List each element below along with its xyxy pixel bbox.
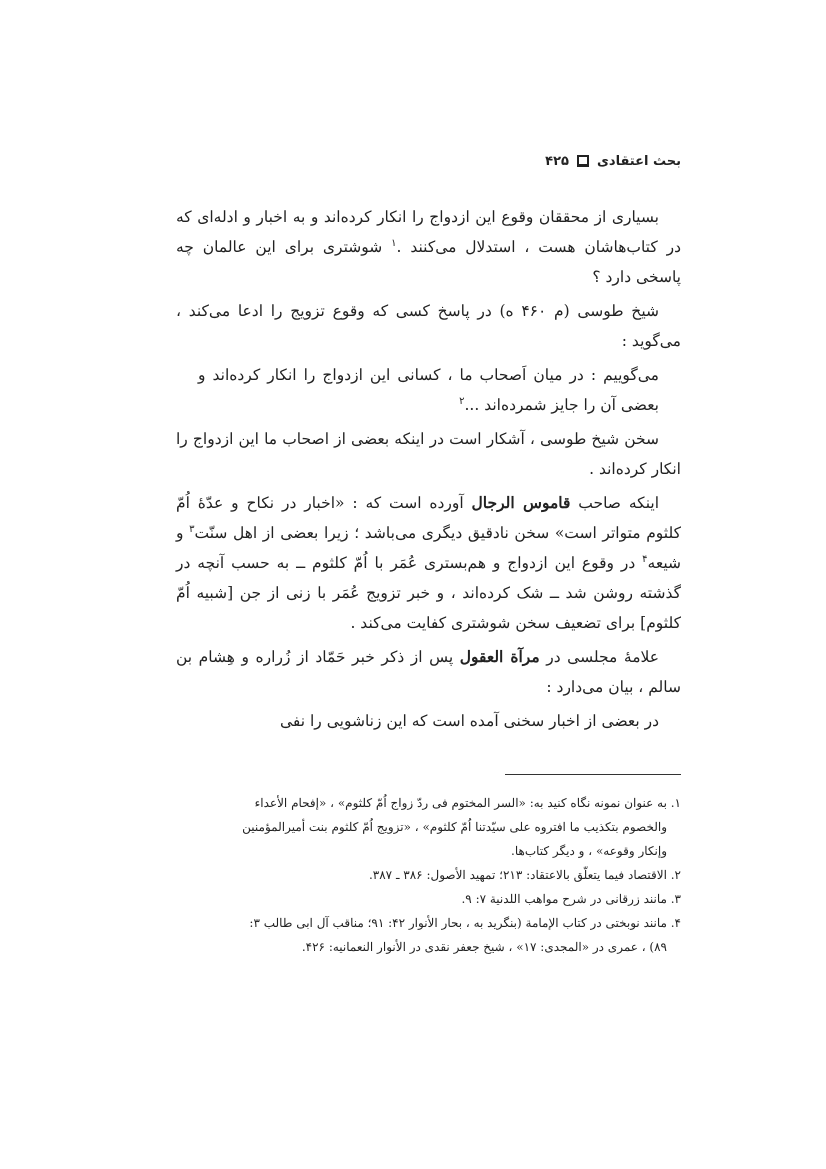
section-title: بحث اعتقادی bbox=[596, 153, 681, 169]
footnote-2: ۲. الاقتصاد فیما یتعلّق بالاعتقاد: ۲۱۳؛ تمهید الأصول: ۳۸۶ ـ ۳۸۷. bbox=[368, 868, 681, 882]
footnote-ref-4[interactable]: ۴ bbox=[642, 553, 648, 565]
paragraph-4 bbox=[176, 488, 681, 638]
paragraph-text: اینکه صاحب bbox=[570, 494, 659, 512]
paragraph-text: پس از ذکر خبر حَمّاد از زُراره و هِشام بن سالم ، بیان می‌دارد : bbox=[176, 648, 681, 696]
square-ornament-icon bbox=[577, 155, 589, 167]
footnote-ref-3[interactable]: ۳ bbox=[189, 523, 195, 535]
paragraph-text: شوشتری برای این عالمان چه پاسخی دارد ؟ bbox=[176, 238, 681, 286]
footnote-divider bbox=[505, 774, 681, 775]
document-page bbox=[176, 150, 681, 959]
paragraph-2: شیخ طوسی (م ۴۶۰ ه) در پاسخ کسی که وقوع تزویج را ادعا می‌کند ، می‌گوید : bbox=[176, 302, 681, 350]
main-text bbox=[176, 202, 681, 736]
page-number: ۴۲۵ bbox=[545, 153, 569, 169]
footnotes bbox=[176, 791, 681, 959]
footnote-3: ۳. مانند زرقانی در شرح مواهب اللدنیة ۷: ۹. bbox=[461, 892, 681, 906]
paragraph-text: آورده است که : «اخبار در نکاح و عدّهٔ اُمّ کلثوم متواتر است» سخن نادقیق دیگری می‌باشد ؛ زیرا بعضی از اهل سنّت bbox=[176, 494, 681, 542]
footnote-4: ۴. مانند نوبختی در کتاب الإمامة (بنگرید به ، بحار الأنوار ۴۲: ۹۱؛ مناقب آل ابی طالب ۳: bbox=[249, 916, 681, 930]
footnote-ref-1[interactable]: ۱ bbox=[391, 237, 397, 249]
block-quote bbox=[198, 360, 659, 420]
book-title: مرآة العقول bbox=[459, 647, 540, 666]
footnote-1-line-2: والخصوم بتکذیب ما افتروه علی سیّدتنا اُمّ کلثوم» ، «تزویج اُمّ کلثوم بنت أمیرالمؤمنین bbox=[242, 820, 667, 834]
paragraph-text: و شیعه bbox=[176, 524, 681, 572]
footnote-ref-2[interactable]: ۲ bbox=[459, 395, 465, 407]
paragraph-text: علامهٔ مجلسی در bbox=[539, 648, 659, 666]
quote-text: می‌گوییم : در میان اَصحاب ما ، کسانی این ازدواج را انکار کرده‌اند و بعضی آن را جایز شمرده‌اند ... bbox=[198, 366, 659, 414]
paragraph-text: در وقوع این ازدواج و هم‌بستری عُمَر با اُمّ کلثوم ــ به حسب آنچه در گذشته روشن شد ــ شک کرده‌اند ، و خبر تزویج عُمَر با زنی از جن [شبیه اُمّ کلثوم] برای تضعیف سخن شوشتری کفایت می‌کند . bbox=[176, 554, 681, 632]
paragraph-6: در بعضی از اخبار سخنی آمده است که این زناشویی را نفی bbox=[280, 712, 659, 730]
footnote-1-line-3: وإنکار وقوعه» ، و دیگر کتاب‌ها. bbox=[511, 844, 667, 858]
paragraph-5 bbox=[176, 642, 681, 702]
running-header bbox=[176, 150, 681, 172]
paragraph-1 bbox=[176, 202, 681, 292]
footnote-1: ۱. به عنوان نمونه نگاه کنید به: «السر المختوم فی ردّ زواج اُمّ کلثوم» ، «إفحام الأعداء bbox=[254, 796, 681, 810]
book-title: قاموس الرجال bbox=[471, 493, 571, 512]
paragraph-3: سخن شیخ طوسی ، آشکار است در اینکه بعضی از اصحاب ما این ازدواج را انکار کرده‌اند . bbox=[176, 430, 681, 478]
paragraph-text: بسیاری از محققان وقوع این ازدواج را انکار کرده‌اند و به اخبار و ادله‌ای که در کتاب‌هاشان هست ، استدلال می‌کنند . bbox=[176, 208, 682, 256]
footnote-4-line-2: ۸۹) ، عمری در «المجدی: ۱۷» ، شیخ جعفر نقدی در الأنوار النعمانیه: ۴۲۶. bbox=[301, 940, 667, 954]
